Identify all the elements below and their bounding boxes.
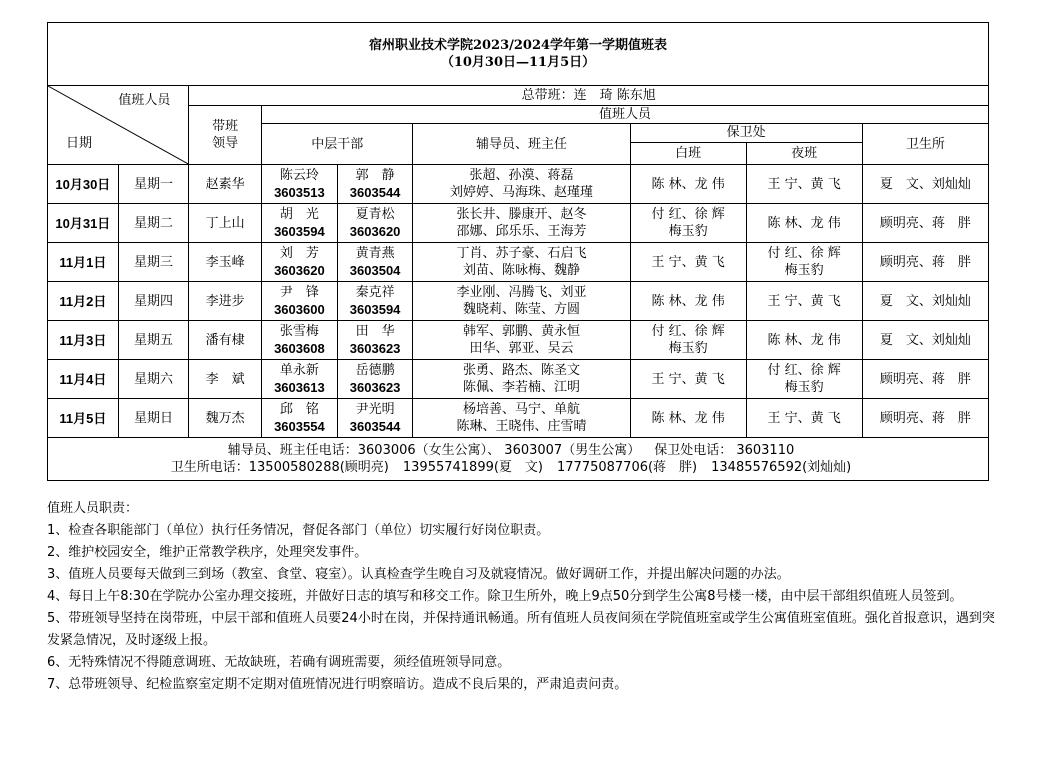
cell-line: 黄青燕 — [355, 246, 395, 261]
middle-cadre-2 — [337, 165, 413, 204]
cell-line: 王 宁、黄 飞 — [767, 410, 841, 426]
cell-line: 付 红、徐 辉 — [767, 363, 841, 378]
cell-line: 刘 芳 — [279, 246, 319, 261]
clinic-cell: 夏 文、刘灿灿 — [862, 282, 988, 321]
table-row — [48, 360, 989, 399]
cell-line: 3603513 — [274, 185, 325, 200]
day-shift-cell — [630, 360, 746, 399]
cell-line: 3603613 — [274, 380, 325, 395]
cell-line: 付 红、徐 辉 — [651, 324, 725, 339]
clinic-cell: 顾明亮、蒋 胖 — [862, 399, 988, 438]
counselor-cell — [413, 399, 630, 438]
middle-cadre-2 — [337, 282, 413, 321]
cell-line: 陈云玲 — [279, 168, 319, 183]
duty-table — [47, 22, 989, 481]
cell-line: 3603594 — [274, 224, 325, 239]
middle-cadre-1 — [262, 243, 338, 282]
cell-line: 邵娜、邱乐乐、王海芳 — [456, 224, 587, 239]
cell-line: 尹光明 — [355, 402, 395, 417]
table-row — [48, 321, 989, 360]
cell-line: 韩军、郭鹏、黄永恒 — [462, 324, 580, 339]
day-shift-cell — [630, 321, 746, 360]
day-shift-cell — [630, 282, 746, 321]
counselor-cell — [413, 165, 630, 204]
cell-line: 单永新 — [279, 363, 319, 378]
middle-cadre-header: 中层干部 — [262, 124, 413, 165]
lead-cell: 李玉峰 — [189, 243, 262, 282]
night-shift-cell — [746, 243, 862, 282]
middle-cadre-1 — [262, 204, 338, 243]
duty-sheet — [47, 22, 989, 481]
duty-item: 6、无特殊情况不得随意调班、无故缺班，若确有调班需要，须经值班领导同意。 — [47, 655, 511, 670]
duty-item: 2、维护校园安全，维护正常教学秩序，处理突发事件。 — [47, 545, 368, 560]
cell-line: 王 宁、黄 飞 — [767, 176, 841, 192]
duty-item: 7、总带班领导、纪检监察室定期不定期对值班情况进行明察暗访。造成不良后果的，严肃追责问责。 — [47, 677, 628, 692]
middle-cadre-2 — [337, 204, 413, 243]
counselor-cell — [413, 360, 630, 399]
subtitle-text: （10月30日—11月5日） — [440, 55, 596, 70]
date-cell: 10月31日 — [48, 204, 119, 243]
counselor-cell — [413, 204, 630, 243]
cell-line: 秦克祥 — [355, 285, 395, 300]
cell-line: 刘婷婷、马海珠、赵瑾瑾 — [449, 185, 593, 200]
table-row — [48, 399, 989, 438]
night-shift-label: 夜班 — [791, 146, 818, 161]
cell-line: 陈佩、李若楠、江明 — [462, 380, 580, 395]
cell-line: 陈 林、龙 伟 — [767, 332, 841, 348]
cell-line: 付 红、徐 辉 — [651, 207, 725, 222]
security-label: 保卫处 — [631, 124, 862, 143]
night-shift-cell — [746, 204, 862, 243]
lead-cell: 赵素华 — [189, 165, 262, 204]
cell-line: 3603544 — [349, 185, 401, 200]
cell-line: 丁肖、苏子豪、石启飞 — [456, 246, 587, 261]
night-shift-cell — [746, 321, 862, 360]
weekday-cell: 星期四 — [118, 282, 189, 321]
night-shift-cell — [746, 282, 862, 321]
cell-line: 梅玉豹 — [668, 224, 708, 239]
cell-line: 张长井、滕康开、赵冬 — [456, 207, 587, 222]
day-shift-label: 白班 — [631, 143, 747, 164]
cell-line: 田华、郭亚、吴云 — [469, 341, 574, 356]
security-header — [630, 124, 862, 165]
general-duty: 总带班：连 琦 陈东旭 — [189, 86, 989, 106]
counselor-cell — [413, 321, 630, 360]
lead-header-line1: 带班 — [212, 119, 239, 134]
clinic-phone-2: 13955741899(夏 文) — [402, 460, 543, 475]
cell-line: 夏青松 — [355, 207, 395, 222]
middle-cadre-1 — [262, 321, 338, 360]
cell-line: 张超、孙漠、蒋磊 — [469, 168, 574, 183]
lead-cell: 潘有棣 — [189, 321, 262, 360]
cell-line: 张雪梅 — [279, 324, 319, 339]
date-cell: 11月3日 — [48, 321, 119, 360]
weekday-cell: 星期三 — [118, 243, 189, 282]
cell-line: 魏晓莉、陈莹、方圆 — [462, 302, 580, 317]
day-shift-cell — [630, 165, 746, 204]
cell-line: 陈 林、龙 伟 — [651, 293, 725, 309]
clinic-phone-4: 13485576592(刘灿灿) — [711, 460, 852, 475]
table-row — [48, 204, 989, 243]
duties-heading: 值班人员职责： — [47, 501, 139, 516]
date-cell: 11月1日 — [48, 243, 119, 282]
cell-line: 3603504 — [349, 263, 401, 278]
cell-line: 岳德鹏 — [355, 363, 395, 378]
duty-responsibilities — [47, 498, 997, 696]
cell-line: 胡 光 — [279, 207, 319, 222]
staff-header: 值班人员 — [262, 106, 989, 124]
clinic-cell: 顾明亮、蒋 胖 — [862, 360, 988, 399]
cell-line: 陈 林、龙 伟 — [651, 176, 725, 192]
duty-item: 4、每日上午8:30在学院办公室办理交接班，并做好日志的填写和移交工作。除卫生所外，晚上9点50分到学生公寓8号楼一楼，由中层干部组织值班人员签到。 — [47, 589, 963, 604]
weekday-cell: 星期一 — [118, 165, 189, 204]
date-cell: 11月5日 — [48, 399, 119, 438]
day-shift-cell — [630, 243, 746, 282]
clinic-cell: 顾明亮、蒋 胖 — [862, 243, 988, 282]
cell-line: 张勇、路杰、陈圣文 — [462, 363, 580, 378]
middle-cadre-2 — [337, 399, 413, 438]
cell-line: 王 宁、黄 飞 — [651, 254, 725, 270]
cell-line: 王 宁、黄 飞 — [767, 293, 841, 309]
middle-cadre-1 — [262, 165, 338, 204]
table-row — [48, 243, 989, 282]
date-cell: 11月2日 — [48, 282, 119, 321]
counselor-phones: 辅导员、班主任电话：3603006（女生公寓）、 3603007（男生公寓） — [227, 443, 641, 458]
cell-line: 梅玉豹 — [784, 263, 824, 278]
lead-cell: 李进步 — [189, 282, 262, 321]
duty-item: 1、检查各职能部门（单位）执行任务情况，督促各部门（单位）切实履行好岗位职责。 — [47, 523, 550, 538]
clinic-cell: 顾明亮、蒋 胖 — [862, 204, 988, 243]
cell-line: 刘苗、陈咏梅、魏静 — [462, 263, 580, 278]
cell-line: 3603623 — [349, 380, 401, 395]
cell-line: 3603594 — [349, 302, 401, 317]
clinic-phone-1: 卫生所电话：13500580288(顾明亮) — [170, 460, 389, 475]
clinic-phone-3: 17775087706(蒋 胖) — [557, 460, 698, 475]
day-shift-cell — [630, 399, 746, 438]
cell-line: 尹 锋 — [279, 285, 319, 300]
middle-cadre-1 — [262, 282, 338, 321]
table-row — [48, 165, 989, 204]
clinic-header: 卫生所 — [862, 124, 988, 165]
cell-line: 王 宁、黄 飞 — [651, 371, 725, 387]
day-shift-cell — [630, 204, 746, 243]
cell-line: 田 华 — [355, 324, 395, 339]
cell-line: 3603600 — [274, 302, 325, 317]
schedule-rows — [48, 165, 989, 438]
lead-cell: 魏万杰 — [189, 399, 262, 438]
night-shift-cell — [746, 399, 862, 438]
counselor-header: 辅导员、班主任 — [413, 124, 630, 165]
corner-date-label: 日期 — [66, 136, 93, 151]
cell-line: 3603620 — [274, 263, 325, 278]
cell-line: 3603608 — [274, 341, 325, 356]
security-phone: 保卫处电话： 3603110 — [654, 443, 795, 458]
lead-cell: 李 斌 — [189, 360, 262, 399]
cell-line: 3603623 — [349, 341, 401, 356]
date-cell: 10月30日 — [48, 165, 119, 204]
cell-line: 郭 静 — [355, 168, 395, 183]
night-shift-cell — [746, 165, 862, 204]
cell-line: 陈 林、龙 伟 — [651, 410, 725, 426]
table-row — [48, 282, 989, 321]
night-shift-cell — [746, 360, 862, 399]
cell-line: 梅玉豹 — [668, 341, 708, 356]
middle-cadre-1 — [262, 360, 338, 399]
lead-cell: 丁上山 — [189, 204, 262, 243]
title-text: 宿州职业技术学院2023/2024学年第一学期值班表 — [368, 38, 668, 53]
counselor-cell — [413, 282, 630, 321]
middle-cadre-2 — [337, 321, 413, 360]
duty-item: 5、带班领导坚持在岗带班，中层干部和值班人员要24小时在岗，并保持通讯畅通。所有值班人员夜间须在学院值班室或学生公寓值班室值班。强化首报意识，遇到突发紧急情况，及时逐级上报。 — [47, 611, 995, 648]
middle-cadre-1 — [262, 399, 338, 438]
date-cell: 11月4日 — [48, 360, 119, 399]
corner-header — [48, 86, 189, 165]
counselor-cell — [413, 243, 630, 282]
duty-item: 3、值班人员要每天做到三到场（教室、食堂、寝室）。认真检查学生晚自习及就寝情况。做好调研工作，并提出解决问题的办法。 — [47, 567, 790, 582]
weekday-cell: 星期五 — [118, 321, 189, 360]
phone-directory — [48, 438, 989, 481]
lead-header — [189, 106, 262, 165]
weekday-cell: 星期二 — [118, 204, 189, 243]
cell-line: 陈 林、龙 伟 — [767, 215, 841, 231]
cell-line: 梅玉豹 — [784, 380, 824, 395]
cell-line: 3603554 — [274, 419, 325, 434]
weekday-cell: 星期日 — [118, 399, 189, 438]
middle-cadre-2 — [337, 243, 413, 282]
corner-staff-label: 值班人员 — [118, 93, 171, 108]
middle-cadre-2 — [337, 360, 413, 399]
cell-line: 付 红、徐 辉 — [767, 246, 841, 261]
weekday-cell: 星期六 — [118, 360, 189, 399]
cell-line: 邱 铭 — [279, 402, 319, 417]
cell-line: 3603544 — [349, 419, 401, 434]
lead-header-line2: 领导 — [212, 136, 239, 151]
clinic-cell: 夏 文、刘灿灿 — [862, 165, 988, 204]
clinic-cell: 夏 文、刘灿灿 — [862, 321, 988, 360]
cell-line: 李业刚、冯腾飞、刘亚 — [456, 285, 587, 300]
table-title — [48, 23, 989, 86]
cell-line: 陈琳、王晓伟、庄雪晴 — [456, 419, 587, 434]
cell-line: 3603620 — [349, 224, 401, 239]
cell-line: 杨培善、马宁、单航 — [462, 402, 580, 417]
